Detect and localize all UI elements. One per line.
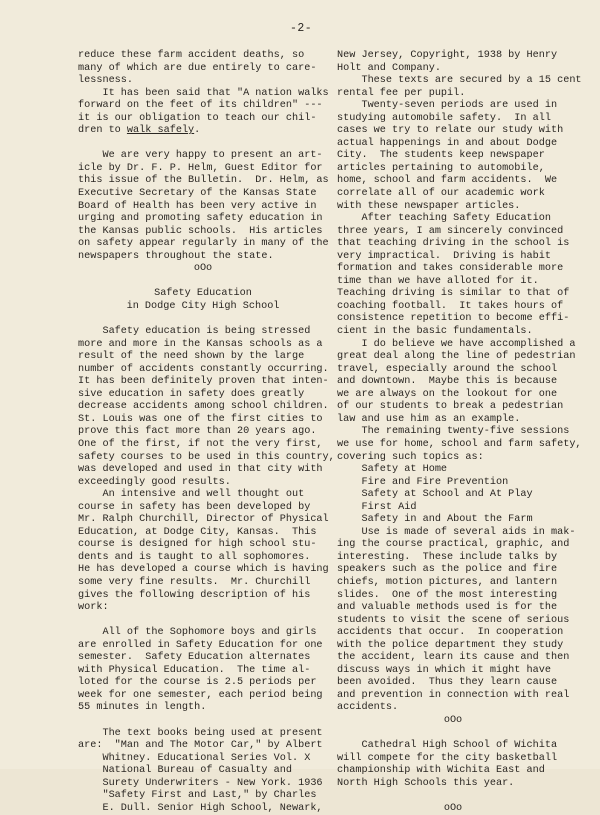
text-line: newspapers throughout the state. bbox=[78, 250, 274, 262]
text-line: some very fine results. Mr. Churchill bbox=[78, 576, 311, 588]
text-line: E. Dull. Senior High School, Newark, bbox=[78, 802, 323, 814]
text-line: One of the first, if not the very first, bbox=[78, 438, 323, 450]
text-line: safety courses to be used in this country, bbox=[78, 451, 335, 463]
paragraph bbox=[337, 213, 569, 338]
text-line: and downtown. Maybe this is because bbox=[337, 376, 558, 388]
right-column bbox=[337, 50, 582, 815]
paragraph bbox=[337, 740, 569, 790]
text-line: He has developed a course which is having bbox=[78, 564, 329, 576]
text-line: week for one semester, each period being bbox=[78, 689, 323, 701]
paragraph bbox=[337, 100, 569, 213]
text-line: home, school and farm accidents. We bbox=[337, 175, 558, 187]
text-line: on safety appear regularly in many of the bbox=[78, 238, 329, 250]
text-line: Education, at Dodge City, Kansas. This bbox=[78, 526, 317, 538]
separator: oOo bbox=[193, 263, 213, 275]
separator: oOo bbox=[443, 802, 463, 814]
paragraph bbox=[337, 338, 576, 427]
list-item: Safety at School and At Play bbox=[337, 489, 533, 501]
text-line: been avoided. Thus they learn cause bbox=[337, 677, 558, 689]
text-line: Teaching driving is similar to that of bbox=[337, 288, 570, 300]
text-line: was developed and used in that city with bbox=[78, 464, 323, 476]
text-line: forward on the feet of its children" --- bbox=[78, 100, 323, 112]
text-line: Safety education is being stressed bbox=[78, 326, 311, 338]
text-line: I do believe we have accomplished a bbox=[337, 338, 576, 350]
list-item: First Aid bbox=[337, 501, 417, 513]
underlined-phrase: walk safely bbox=[126, 125, 195, 137]
text-line: dents and is taught to all sophomores. bbox=[78, 551, 311, 563]
text-line: with these newspaper articles. bbox=[337, 200, 521, 212]
text-line: and valuable methods used is for the bbox=[337, 602, 558, 614]
text-line: The remaining twenty-five sessions bbox=[337, 426, 570, 438]
text-line: accidents that occur. In cooperation bbox=[337, 627, 564, 639]
text-fragment: . bbox=[194, 125, 201, 137]
paragraph bbox=[78, 150, 328, 263]
text-line: discuss ways in which it might have bbox=[337, 664, 551, 676]
paragraph bbox=[337, 75, 582, 100]
list-item: Safety in and About the Farm bbox=[337, 514, 533, 526]
text-line: three years, I am sincerely convinced bbox=[337, 225, 564, 237]
text-line: with Physical Education. The time al- bbox=[78, 664, 311, 676]
text-line: consistence repetition to become effi- bbox=[337, 313, 570, 325]
text-line: prove this fact more than 20 years ago. bbox=[78, 426, 317, 438]
text-line: cient in the basic fundamentals. bbox=[337, 326, 533, 338]
text-line: St. Louis was one of the first cities to bbox=[78, 413, 323, 425]
text-line: many of which are due entirely to care- bbox=[78, 62, 317, 74]
text-line: are: "Man and The Motor Car," by Albert bbox=[78, 740, 323, 752]
section-heading: Safety Education bbox=[154, 288, 252, 300]
text-line: chiefs, motion pictures, and lantern bbox=[337, 576, 558, 588]
text-line: studying automobile safety. In all bbox=[337, 112, 551, 124]
text-line: Whitney. Educational Series Vol. X bbox=[78, 752, 311, 764]
paragraph bbox=[78, 728, 328, 815]
list-item: Safety at Home bbox=[337, 464, 448, 476]
text-line: speakers such as the police and fire bbox=[337, 564, 558, 576]
text-line: slides. One of the most interesting bbox=[337, 589, 558, 601]
text-line: the accident, learn its cause and then bbox=[337, 652, 570, 664]
paragraph bbox=[78, 627, 328, 715]
text-line: rental fee per pupil. bbox=[337, 87, 466, 99]
text-line: ing the course practical, graphic, and bbox=[337, 539, 570, 551]
text-line: Surety Underwriters - New York. 1936 bbox=[78, 777, 323, 789]
text-line: National Bureau of Casualty and bbox=[78, 765, 292, 777]
text-line: of our students to break a pedestrian bbox=[337, 401, 564, 413]
text-line: Board of Health has been very active in bbox=[78, 200, 317, 212]
text-line: We are very happy to present an art- bbox=[78, 150, 323, 162]
text-line: correlate all of our academic work bbox=[337, 188, 545, 200]
page-number: -2- bbox=[290, 22, 313, 35]
text-line: These texts are secured by a 15 cent bbox=[337, 75, 582, 87]
text-line: 55 minutes in length. bbox=[78, 702, 207, 714]
left-column bbox=[78, 50, 335, 815]
topic-list bbox=[337, 464, 569, 527]
text-line: we use for home, school and farm safety, bbox=[337, 438, 582, 450]
text-line: gives the following description of his bbox=[78, 589, 311, 601]
text-line: After teaching Safety Education bbox=[337, 213, 551, 225]
text-line: Cathedral High School of Wichita bbox=[337, 740, 558, 752]
text-line: loted for the course is 2.5 periods per bbox=[78, 677, 317, 689]
paragraph bbox=[337, 50, 569, 75]
text-line: the Kansas public schools. His articles bbox=[78, 225, 323, 237]
text-line: great deal along the line of pedestrian bbox=[337, 351, 576, 363]
text-line: formation and takes considerable more bbox=[337, 263, 564, 275]
paragraph bbox=[78, 88, 328, 138]
paragraph bbox=[78, 50, 328, 88]
text-line: it is our obligation to teach our chil- bbox=[78, 112, 317, 124]
text-line: It has been definitely proven that inten- bbox=[78, 376, 329, 388]
text-line: An intensive and well thought out bbox=[78, 489, 305, 501]
text-line: travel, especially around the school bbox=[337, 363, 558, 375]
section-subheading: in Dodge City High School bbox=[126, 300, 280, 312]
text-line: Executive Secretary of the Kansas State bbox=[78, 188, 317, 200]
text-line: "Safety First and Last," by Charles bbox=[78, 790, 317, 802]
text-line: semester. Safety Education alternates bbox=[78, 652, 311, 664]
text-line: coaching football. It takes hours of bbox=[337, 300, 564, 312]
text-line: students to visit the scene of serious bbox=[337, 614, 570, 626]
text-line: All of the Sophomore boys and girls bbox=[78, 627, 317, 639]
text-line: we are always on the lookout for one bbox=[337, 388, 558, 400]
paragraph bbox=[337, 426, 582, 464]
text-line: articles pertaining to automobile, bbox=[337, 162, 545, 174]
text-line: urging and promoting safety education in bbox=[78, 213, 323, 225]
list-item: Fire and Fire Prevention bbox=[337, 476, 509, 488]
text-line: actual happenings in and about Dodge bbox=[337, 137, 558, 149]
text-line: that teaching driving in the school is bbox=[337, 238, 570, 250]
text-line: New Jersey, Copyright, 1938 by Henry bbox=[337, 50, 558, 61]
text-line: exceedingly good results. bbox=[78, 476, 231, 488]
text-line: Holt and Company. bbox=[337, 62, 441, 74]
text-line: North High Schools this year. bbox=[337, 777, 515, 789]
paragraph bbox=[337, 526, 576, 715]
paragraph bbox=[78, 326, 335, 489]
text-line: result of the need shown by the large bbox=[78, 351, 305, 363]
paragraph bbox=[78, 489, 328, 614]
text-line: very impractical. Driving is habit bbox=[337, 250, 551, 262]
text-line: are enrolled in Safety Education for one bbox=[78, 639, 323, 651]
text-line: and prevention in connection with real bbox=[337, 689, 570, 701]
text-fragment: dren to bbox=[78, 125, 127, 137]
text-line: course in safety has been developed by bbox=[78, 501, 311, 513]
text-line: course is designed for high school stu- bbox=[78, 539, 317, 551]
separator: oOo bbox=[443, 714, 463, 726]
text-line: Use is made of several aids in mak- bbox=[337, 526, 576, 538]
text-line: work: bbox=[78, 602, 109, 614]
text-line: will compete for the city basketball bbox=[337, 752, 558, 764]
text-line: number of accidents constantly occurring. bbox=[78, 363, 329, 375]
text-line: with the police department they study bbox=[337, 639, 564, 651]
text-line: interesting. These include talks by bbox=[337, 551, 558, 563]
text-line: this issue of the Bulletin. Dr. Helm, as bbox=[78, 175, 329, 187]
text-line: Mr. Ralph Churchill, Director of Physical bbox=[78, 514, 329, 526]
text-line: time than we have alloted for it. bbox=[337, 275, 539, 287]
text-line: reduce these farm accident deaths, so bbox=[78, 50, 305, 61]
text-line: covering such topics as: bbox=[337, 451, 484, 463]
text-line: championship with Wichita East and bbox=[337, 765, 545, 777]
text-line: It has been said that "A nation walks bbox=[78, 87, 329, 99]
text-line: Twenty-seven periods are used in bbox=[337, 100, 558, 112]
text-line: The text books being used at present bbox=[78, 727, 323, 739]
text-line: more and more in the Kansas schools as a bbox=[78, 338, 323, 350]
text-line: law and use him as an example. bbox=[337, 413, 521, 425]
text-line: cases we try to relate our study with bbox=[337, 125, 564, 137]
text-line: sive education in safety does greatly bbox=[78, 388, 305, 400]
text-line: accidents. bbox=[337, 702, 399, 714]
text-line: icle by Dr. F. P. Helm, Guest Editor for bbox=[78, 162, 323, 174]
text-line bbox=[78, 125, 328, 138]
text-line: lessness. bbox=[78, 75, 134, 87]
text-line: City. The students keep newspaper bbox=[337, 150, 545, 162]
text-line: decrease accidents among school children. bbox=[78, 401, 329, 413]
